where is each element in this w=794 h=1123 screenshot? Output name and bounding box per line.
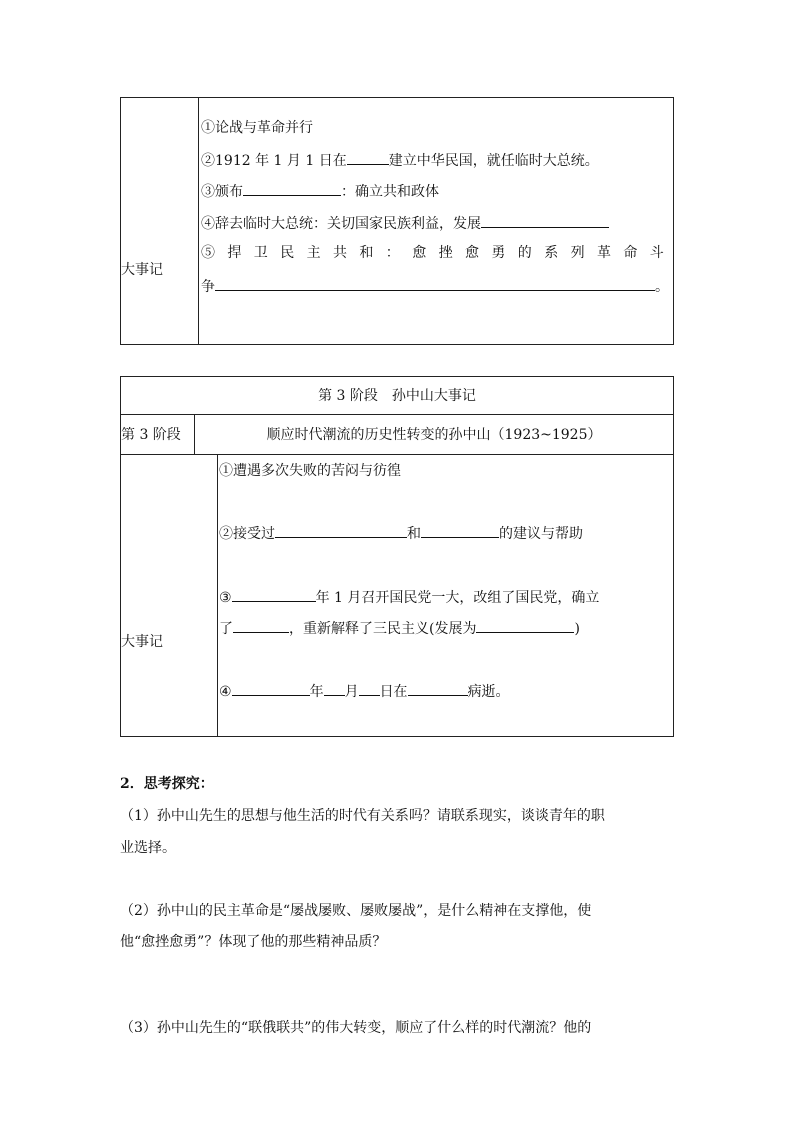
t2-item-4-text-d: 日在	[379, 684, 408, 700]
t1-item-5-cont	[201, 275, 669, 297]
question-3-line-1: （3）孙中山先生的“联俄联共”的伟大转变，顺应了什么样的时代潮流？他的	[120, 1020, 592, 1036]
t2-blank-advisor-2[interactable]	[421, 522, 499, 538]
t2-item-4-text-c: 月	[344, 684, 359, 700]
t2-item-3-cont	[219, 617, 580, 639]
t2-item-1: ①遭遇多次失败的苦闷与彷徨	[219, 463, 401, 479]
t2-blank-death-day[interactable]	[359, 680, 380, 696]
t1-item-5: ⑤捍卫民主共和：愈挫愈勇的系列革命斗	[201, 245, 677, 261]
section-2-heading: 2．思考探究：	[120, 776, 214, 792]
table-2-title: 第 3 阶段 孙中山大事记	[318, 388, 476, 404]
t1-item-1: ①论战与革命并行	[201, 120, 313, 136]
table-1-divider	[198, 97, 199, 345]
table-2-stage-label: 第 3 阶段	[121, 427, 181, 443]
question-2-line-1: （2）孙中山的民主革命是“屡战屡败、屡败屡战”，是什么精神在支撑他，使	[120, 903, 592, 919]
question-1-line-1: （1）孙中山先生的思想与他生活的时代有关系吗？请联系现实，谈谈青年的职	[120, 808, 605, 824]
t1-blank-develop[interactable]	[481, 212, 609, 228]
t2-item-4-text-b: 年	[309, 684, 324, 700]
t1-blank-document[interactable]	[243, 180, 341, 196]
t2-blank-death-year[interactable]	[232, 680, 310, 696]
t2-blank-year[interactable]	[232, 586, 316, 602]
t2-item-4-text-a: ④	[219, 684, 232, 700]
t2-blank-new-doctrine[interactable]	[476, 617, 574, 633]
t1-item-2-text-b: 建立中华民国，就任临时大总统。	[388, 153, 599, 169]
t1-blank-struggle[interactable]	[215, 275, 655, 291]
t2-item-3-text-a: ③	[219, 590, 232, 606]
t1-item-2	[201, 149, 599, 171]
table-2-row-label: 大事记	[121, 634, 163, 650]
t2-item-3-text-d: ，重新解释了三民主义(发展为	[289, 621, 477, 637]
t2-item-4-text-e: 病逝。	[467, 684, 510, 700]
t1-item-2-text-a: ②1912 年 1 月 1 日在	[201, 153, 347, 169]
t2-blank-advisor-1[interactable]	[275, 522, 407, 538]
t2-item-3-text-b: 年 1 月召开国民党一大，改组了国民党，确立	[315, 590, 600, 606]
t2-item-2-text-c: 的建议与帮助	[499, 526, 583, 542]
t2-item-3-text-e: )	[574, 621, 580, 637]
t1-item-4	[201, 212, 609, 234]
t1-item-3-text-a: ③颁布	[201, 184, 243, 200]
t2-item-3	[219, 586, 599, 608]
table-2-column-divider-body	[217, 454, 218, 737]
t1-item-5-end: 。	[655, 279, 669, 295]
t2-item-2-text-a: ②接受过	[219, 526, 275, 542]
t2-blank-death-place[interactable]	[408, 680, 468, 696]
t1-item-5-text-b: 争	[201, 279, 215, 295]
t1-item-4-text: ④辞去临时大总统：关切国家民族利益，发展	[201, 216, 481, 232]
table-1-row-label: 大事记	[121, 262, 163, 278]
t2-blank-death-month[interactable]	[324, 680, 345, 696]
t2-item-2-text-b: 和	[407, 526, 421, 542]
t2-item-4	[219, 680, 510, 702]
table-2-title-divider	[120, 414, 674, 415]
t1-blank-place[interactable]	[347, 149, 389, 165]
t2-item-2	[219, 522, 583, 544]
t2-item-3-text-c: 了	[219, 621, 233, 637]
t2-blank-policy[interactable]	[233, 617, 289, 633]
table-2-header-divider	[120, 454, 674, 455]
table-2-stage-desc: 顺应时代潮流的历史性转变的孙中山（1923~1925）	[266, 427, 602, 443]
question-1-line-2: 业选择。	[120, 840, 176, 856]
t1-item-3-text-b: ：确立共和政体	[341, 184, 439, 200]
t1-item-3	[201, 180, 439, 202]
question-2-line-2: 他“愈挫愈勇”？体现了他的那些精神品质？	[120, 934, 387, 950]
